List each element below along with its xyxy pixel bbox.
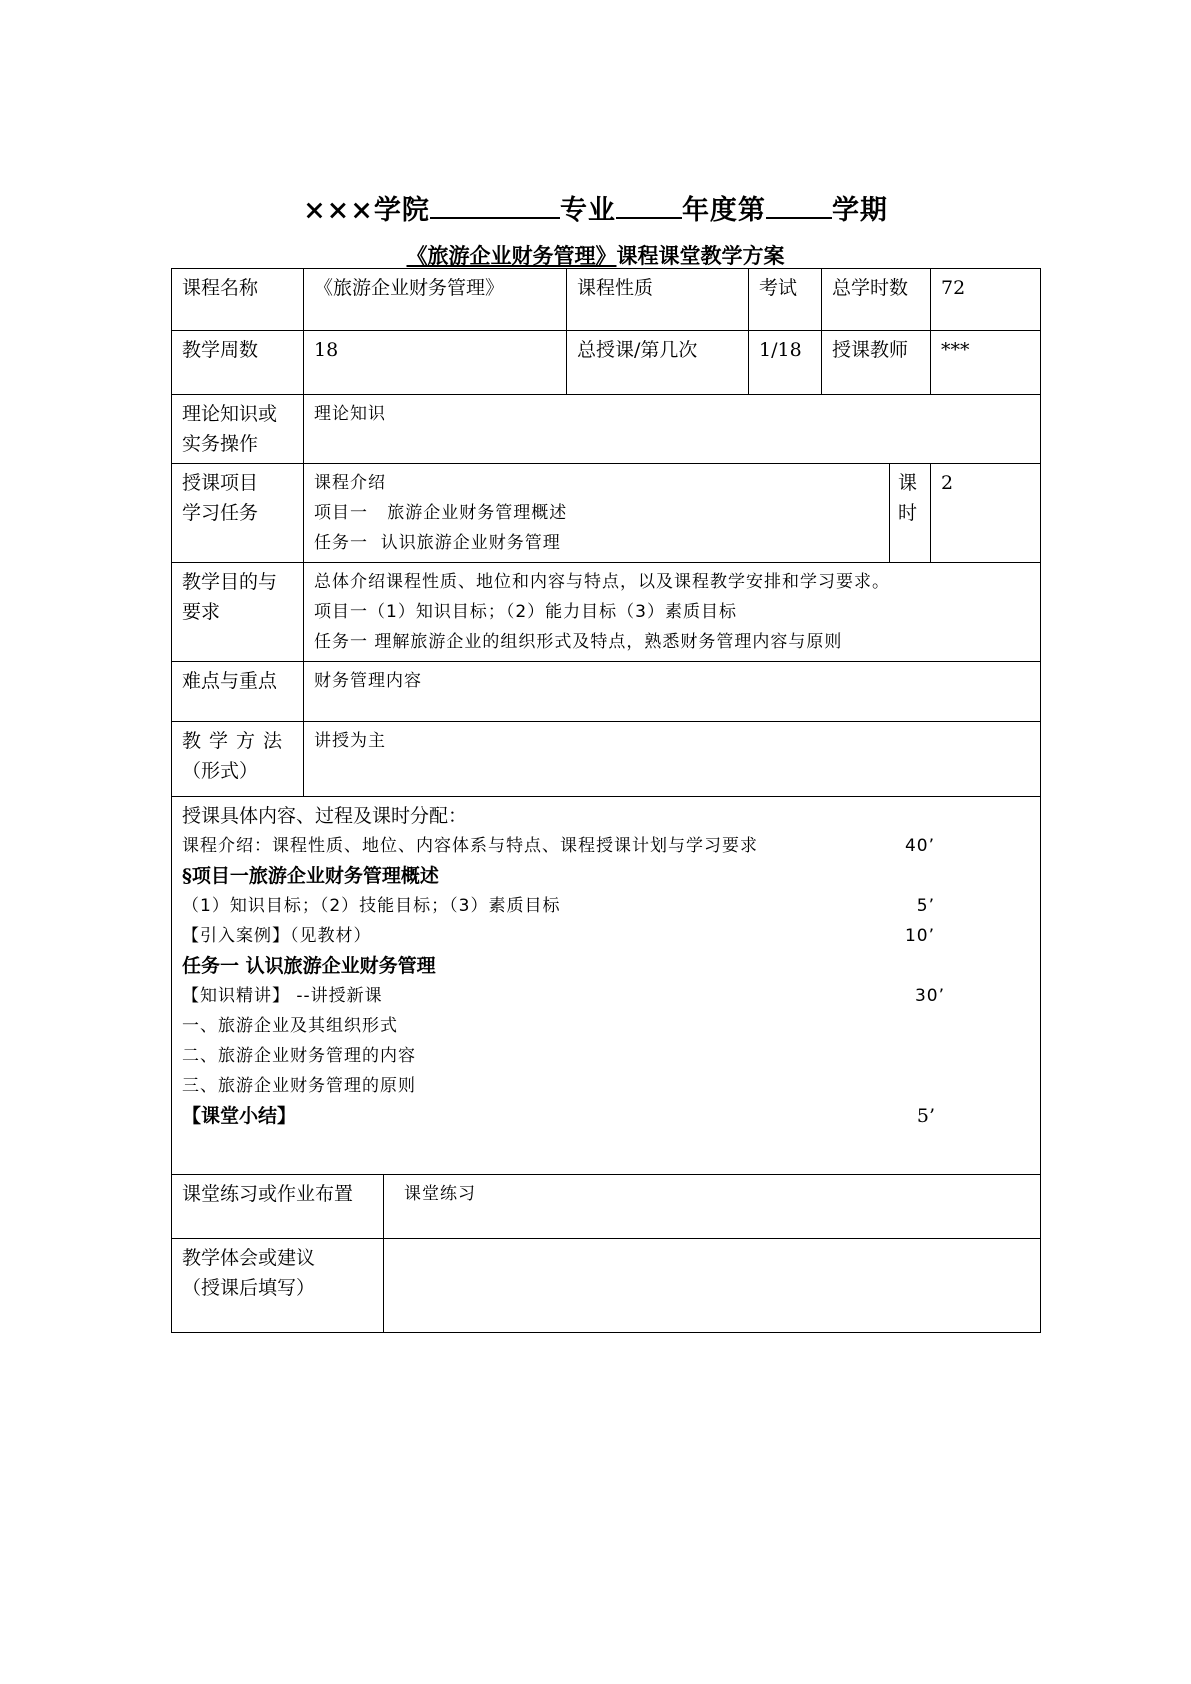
document-header (0, 188, 1191, 227)
theory-label (172, 395, 304, 464)
objective-line: 总体介绍课程性质、地位和内容与特点，以及课程教学安排和学习要求。 (314, 572, 890, 592)
content-case-text: 【引入案例】（见教材） (182, 926, 372, 946)
row-difficulty (172, 662, 1041, 722)
content-case-line (182, 921, 1030, 951)
session-label: 总授课/第几次 (567, 331, 749, 395)
row-reflection (172, 1239, 1041, 1333)
method-label (172, 722, 304, 797)
row-content (172, 797, 1041, 1175)
reflection-value (384, 1239, 1041, 1333)
content-cell (172, 797, 1041, 1175)
project-line: 任务一 认识旅游企业财务管理 (314, 533, 561, 553)
row-exercise (172, 1175, 1041, 1239)
objective-line: 任务一 理解旅游企业的组织形式及特点，熟悉财务管理内容与原则 (314, 632, 843, 652)
course-name-value: 《旅游企业财务管理》 (304, 269, 567, 331)
semester-label: 学期 (831, 195, 888, 226)
content-case-minutes: 10’ (904, 926, 936, 946)
difficulty-label: 难点与重点 (172, 662, 304, 722)
theory-value: 理论知识 (304, 395, 1041, 464)
row-project (172, 464, 1041, 563)
subtitle-course: 《旅游企业财务管理》 (406, 243, 617, 268)
content-lecture-text: 【知识精讲】 --讲授新课 (182, 986, 383, 1006)
project-hours-value: 2 (931, 464, 1041, 563)
row-weeks (172, 331, 1041, 395)
content-point: 三、旅游企业财务管理的原则 (182, 1076, 416, 1096)
college-name: ×××学院 (303, 195, 430, 226)
project-lines (304, 464, 890, 563)
objective-line: 项目一（1）知识目标；（2）能力目标（3）素质目标 (314, 602, 737, 622)
method-label-line-2: （形式） (182, 760, 259, 782)
content-lecture-minutes: 30’ (914, 986, 946, 1006)
content-summary-minutes: 5’ (916, 1105, 936, 1127)
exercise-value: 课堂练习 (384, 1175, 1041, 1239)
page-subtitle (0, 240, 1191, 270)
year-label: 年度第 (681, 195, 766, 226)
major-blank (430, 191, 560, 219)
content-goals-minutes: 5’ (916, 896, 936, 916)
content-task-title: 任务一 认识旅游企业财务管理 (182, 955, 436, 977)
method-label-line-1: 教学方法 (182, 730, 291, 752)
reflection-label-line-1: 教学体会或建议 (182, 1247, 316, 1269)
row-method (172, 722, 1041, 797)
objectives-label-line-2: 要求 (182, 601, 221, 623)
exercise-label: 课堂练习或作业布置 (172, 1175, 384, 1239)
content-intro-line (182, 831, 1030, 861)
project-label-line-2: 学习任务 (182, 502, 259, 524)
reflection-label-line-2: （授课后填写） (182, 1277, 316, 1299)
lesson-plan-table (171, 268, 1041, 1333)
content-project-title: §项目一旅游企业财务管理概述 (182, 865, 439, 887)
total-hours-value: 72 (931, 269, 1041, 331)
year-blank (616, 191, 682, 219)
theory-label-line-1: 理论知识或 (182, 403, 278, 425)
content-summary-line (182, 1101, 1030, 1131)
project-line: 项目一 旅游企业财务管理概述 (314, 503, 568, 523)
weeks-label: 教学周数 (172, 331, 304, 395)
method-value: 讲授为主 (304, 722, 1041, 797)
semester-blank (766, 191, 832, 219)
project-hours-label: 课时 (890, 464, 931, 563)
content-goals-text: （1）知识目标；（2）技能目标；（3）素质目标 (182, 896, 561, 916)
content-point: 一、旅游企业及其组织形式 (182, 1016, 398, 1036)
content-goals-line (182, 891, 1030, 921)
course-type-value: 考试 (749, 269, 822, 331)
content-lecture-line (182, 981, 1030, 1011)
content-intro-text: 课程介绍：课程性质、地位、内容体系与特点、课程授课计划与学习要求 (182, 836, 758, 856)
total-hours-label: 总学时数 (822, 269, 931, 331)
content-point: 二、旅游企业财务管理的内容 (182, 1046, 416, 1066)
project-line: 课程介绍 (314, 473, 386, 493)
teacher-label: 授课教师 (822, 331, 931, 395)
session-value: 1/18 (749, 331, 822, 395)
subtitle-rest: 课程课堂教学方案 (616, 243, 785, 268)
project-label-line-1: 授课项目 (182, 472, 259, 494)
objectives-lines (304, 563, 1041, 662)
objectives-label-line-1: 教学目的与 (182, 571, 278, 593)
weeks-value: 18 (304, 331, 567, 395)
teacher-value: *** (931, 331, 1041, 395)
reflection-label (172, 1239, 384, 1333)
row-course-info (172, 269, 1041, 331)
course-name-label: 课程名称 (172, 269, 304, 331)
project-label (172, 464, 304, 563)
objectives-label (172, 563, 304, 662)
content-heading: 授课具体内容、过程及课时分配： (182, 805, 468, 827)
difficulty-value: 财务管理内容 (304, 662, 1041, 722)
content-intro-minutes: 40’ (904, 836, 936, 856)
theory-label-line-2: 实务操作 (182, 433, 259, 455)
row-objectives (172, 563, 1041, 662)
row-theory (172, 395, 1041, 464)
major-label: 专业 (559, 195, 616, 226)
course-type-label: 课程性质 (567, 269, 749, 331)
content-summary-text: 【课堂小结】 (182, 1105, 297, 1127)
